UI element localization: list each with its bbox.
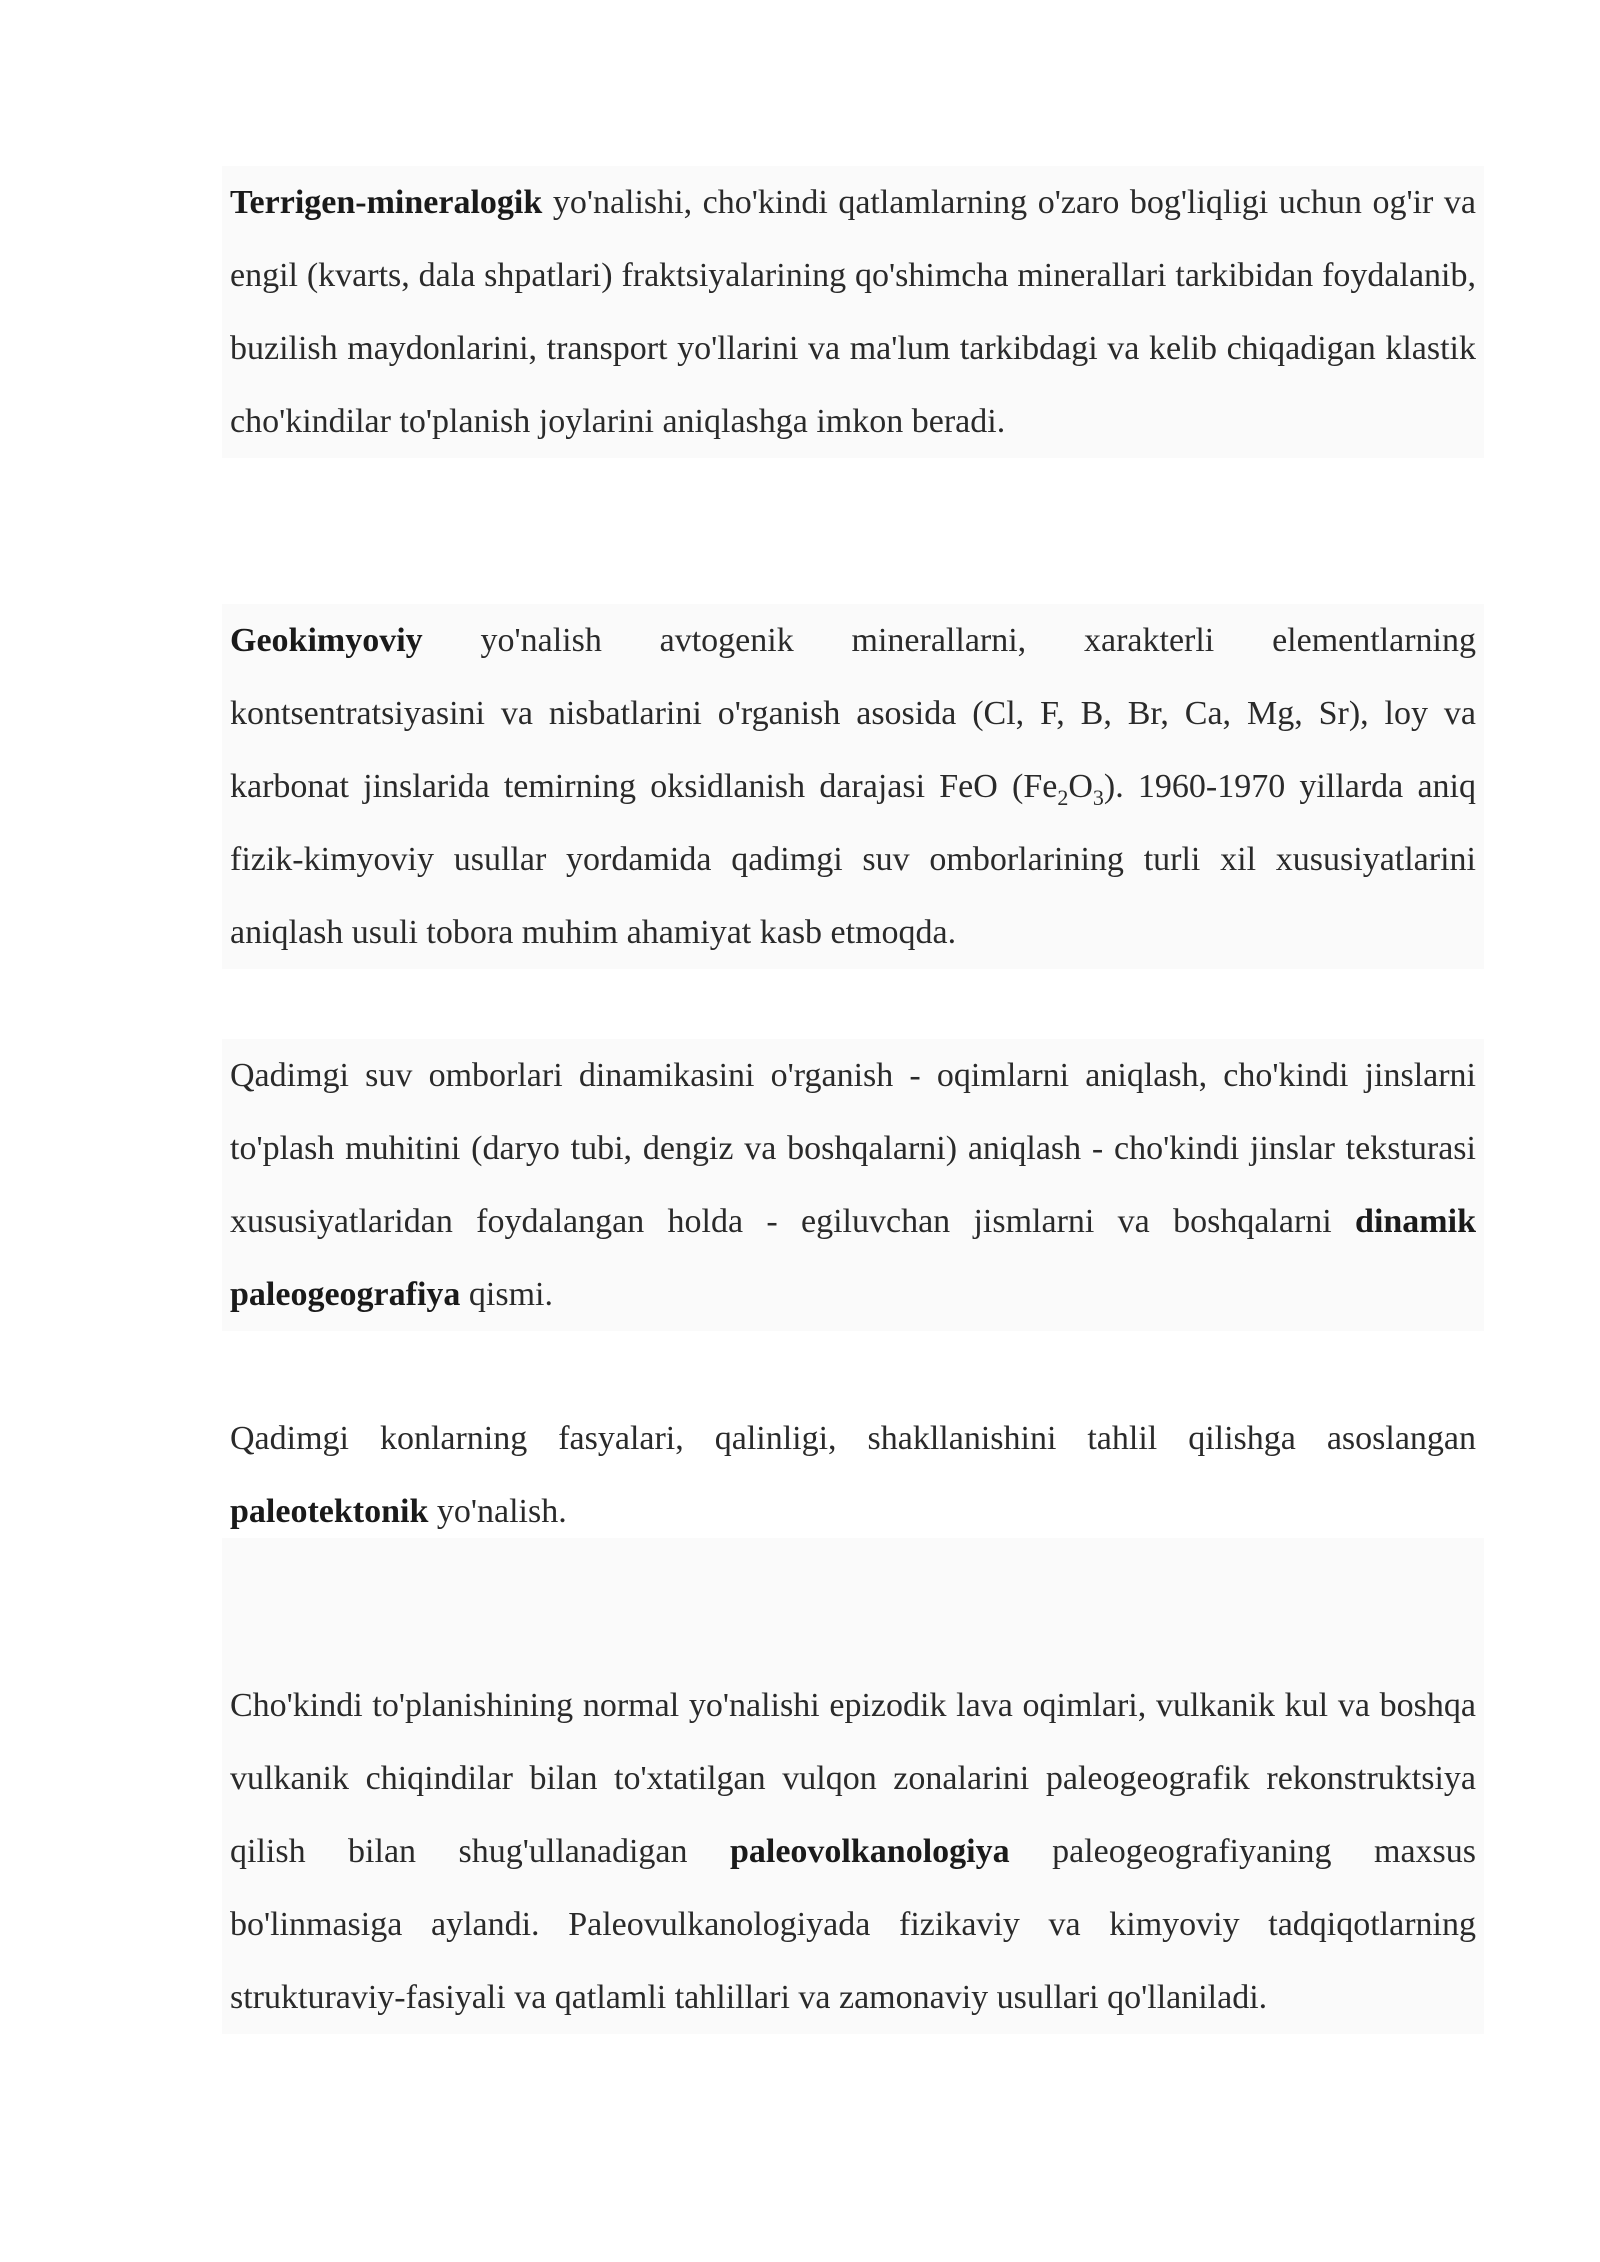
- paragraph-paleotektonik: [222, 1402, 1484, 1548]
- term-geokimyoviy: Geokimyoviy: [230, 622, 423, 659]
- blank-block: [222, 1538, 1484, 1678]
- paragraph-text: Cho'kindi to'planishining normal yo'nalishi epizodik lava oqimlari, vulkanik kul va boshqa vulkanik chiqindilar bilan to'xtatilgan vulqon zonalarini paleogeografik rekonstruktsiya qilish bilan shug'ullanadigan: [230, 1687, 1476, 1870]
- term-terrigen-mineralogik: Terrigen-mineralogik: [230, 184, 543, 221]
- paragraph-text: yo'nalish avtogenik minerallarni, xarakterli elementlarning kontsentratsiyasini va nisbatlarini o'rganish asosida (Cl, F, B, Br, Ca, Mg, Sr), loy va karbonat jinslarida temirning oksidlanish darajasi FeO (Fe: [230, 622, 1476, 805]
- paragraph-text: Qadimgi suv omborlari dinamikasini o'rganish - oqimlarni aniqlash, cho'kindi jinslarni to'plash muhitini (daryo tubi, dengiz va boshqalarni) aniqlash - cho'kindi jinslar teksturasi xususiyatlaridan foydalangan holda - egiluvchan jismlarni va boshqalarni: [230, 1057, 1476, 1240]
- paragraph-text: yo'nalishi, cho'kindi qatlamlarning o'zaro bog'liqligi uchun og'ir va engil (kvarts, dala shpatlari) fraktsiyalarining qo'shimcha minerallari tarkibidan foydalanib, buzilish maydonlarini, transport yo'llarini va ma'lum tarkibdagi va kelib chiqadigan klastik cho'kindilar to'planish joylarini aniqlashga imkon beradi.: [230, 184, 1476, 440]
- paragraph-text: paleogeografiyaning maxsus bo'linmasiga aylandi. Paleovulkanologiyada fizikaviy va kimyoviy tadqiqotlarning strukturaviy-fasiyali va qatlamli tahlillari va zamonaviy usullari qo'llaniladi.: [230, 1833, 1476, 2016]
- paragraph-text: ). 1960-1970 yillarda aniq fizik-kimyoviy usullar yordamida qadimgi suv omborlarining turli xil xususiyatlarini aniqlash usuli tobora muhim ahamiyat kasb etmoqda.: [230, 768, 1476, 951]
- subscript: 2: [1057, 784, 1069, 810]
- paragraph-paleovolkanologiya: [222, 1669, 1484, 2034]
- term-paleotektonik: paleotektonik: [230, 1493, 429, 1530]
- paragraph-text: qismi.: [460, 1276, 553, 1313]
- paragraph-text: Qadimgi konlarning fasyalari, qalinligi, shakllanishini tahlil qilishga asoslangan: [230, 1420, 1476, 1457]
- paragraph-text: O: [1068, 768, 1093, 805]
- paragraph-dinamik-paleogeografiya: [222, 1039, 1484, 1331]
- term-paleovolkanologiya: paleovolkanologiya: [729, 1833, 1010, 1870]
- subscript: 3: [1092, 784, 1104, 810]
- paragraph-text: yo'nalish.: [428, 1493, 567, 1530]
- paragraph-terrigen-mineralogik: [222, 166, 1484, 458]
- paragraph-geokimyoviy: [222, 604, 1484, 969]
- term-dinamik-paleogeografiya: dinamik paleogeografiya: [230, 1203, 1476, 1313]
